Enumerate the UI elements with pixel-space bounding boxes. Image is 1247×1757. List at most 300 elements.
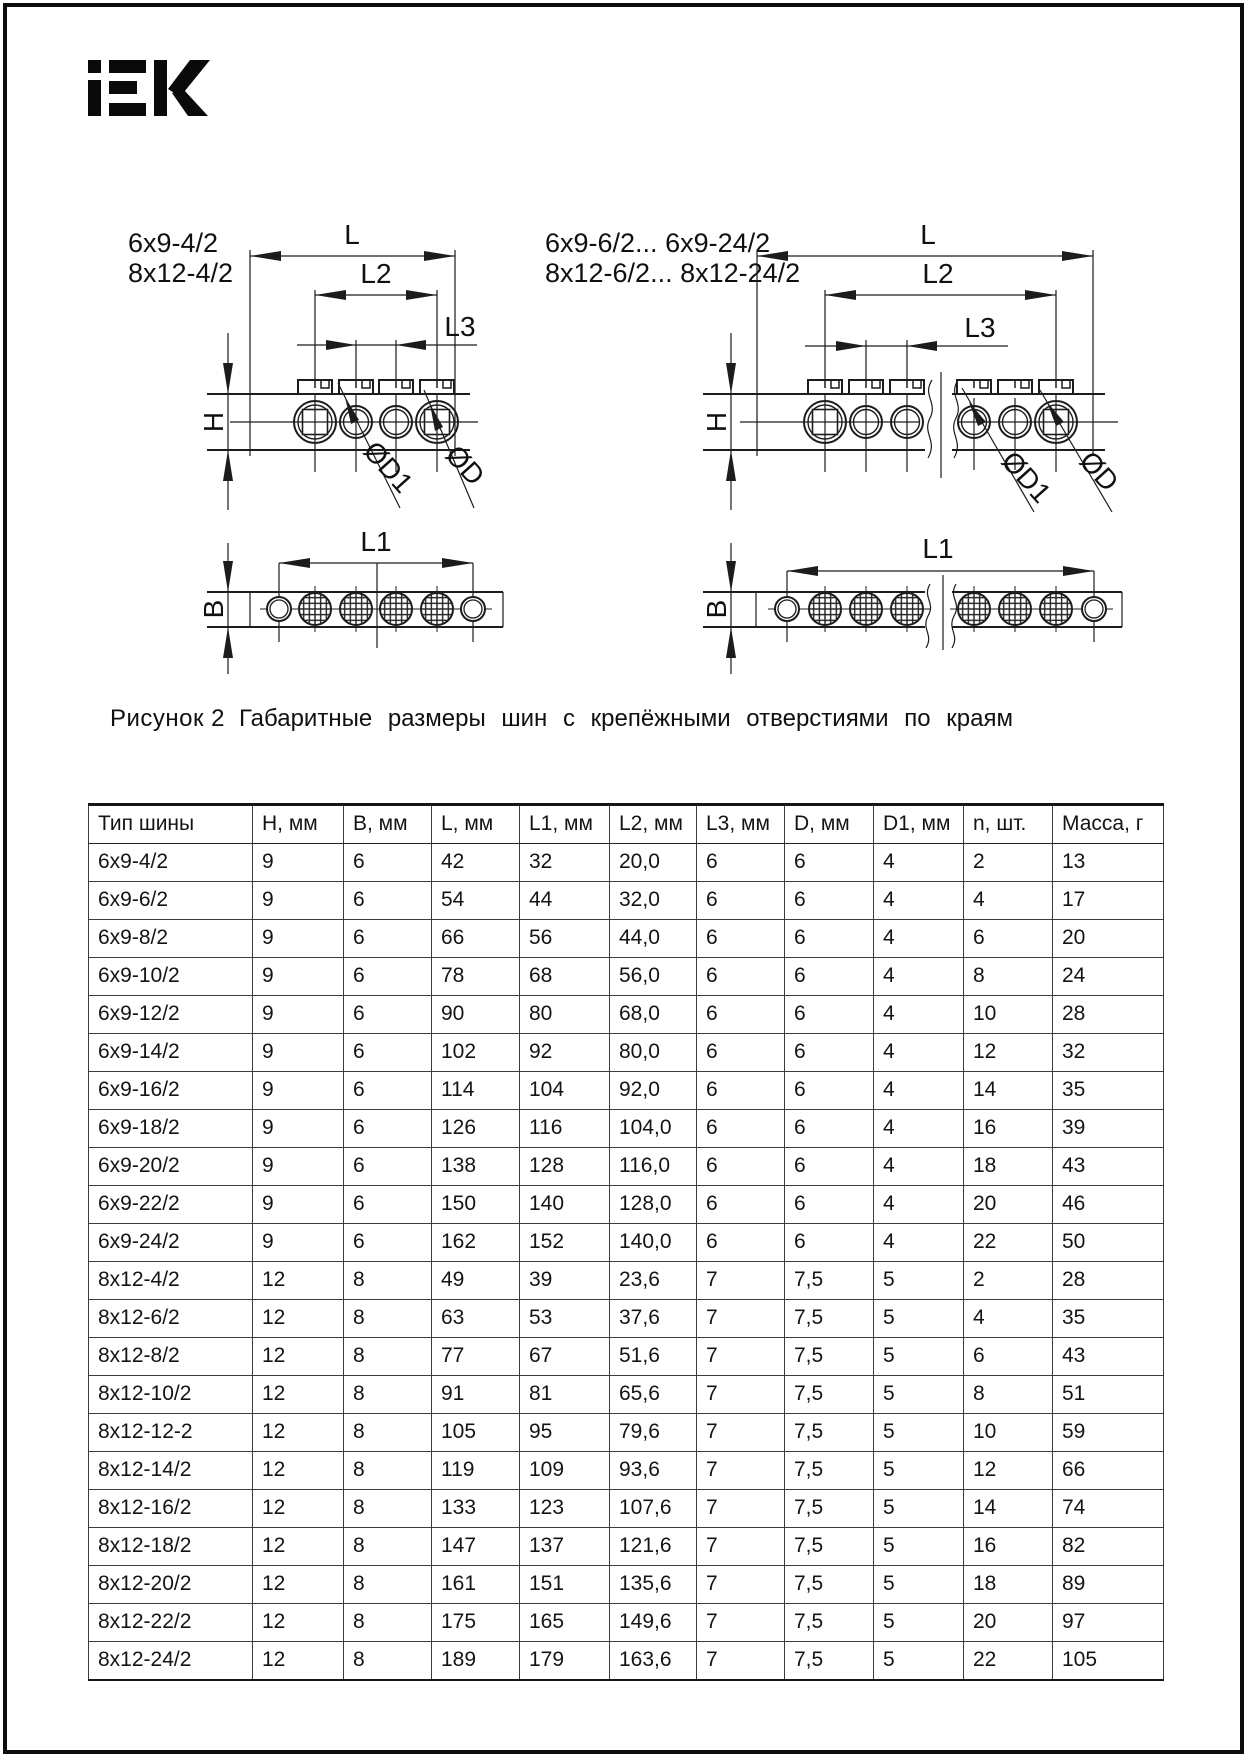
svg-text:L3: L3 — [964, 312, 996, 343]
table-cell: 4 — [874, 1186, 964, 1224]
table-cell: 2 — [964, 844, 1053, 882]
table-cell: 104,0 — [610, 1110, 697, 1148]
svg-text:L3: L3 — [444, 311, 476, 342]
svg-text:ØD1: ØD1 — [995, 445, 1058, 509]
table-cell: 7 — [697, 1566, 785, 1604]
table-cell: 8x12-12-2 — [89, 1414, 253, 1452]
table-cell: 175 — [432, 1604, 520, 1642]
table-cell: 66 — [432, 920, 520, 958]
table-cell: 7 — [697, 1300, 785, 1338]
col-header-n: n, шт. — [964, 805, 1053, 844]
table-cell: 9 — [253, 1224, 344, 1262]
drawing-right — [545, 219, 1125, 674]
table-cell: 8x12-8/2 — [89, 1338, 253, 1376]
dim-L2 — [825, 258, 1056, 300]
table-cell: 6 — [697, 1110, 785, 1148]
table-cell: 68 — [520, 958, 610, 996]
drawing-left — [128, 219, 503, 674]
variant-label: 6x9-4/2 — [128, 228, 219, 258]
table-cell: 6 — [785, 882, 874, 920]
table-cell: 32,0 — [610, 882, 697, 920]
table-cell: 51 — [1053, 1376, 1164, 1414]
table-header-row — [89, 805, 1164, 844]
table-cell: 8x12-18/2 — [89, 1528, 253, 1566]
table-cell: 8 — [344, 1262, 432, 1300]
table-row — [89, 1566, 1164, 1604]
table-cell: 8 — [344, 1528, 432, 1566]
table-cell: 92,0 — [610, 1072, 697, 1110]
col-header-mass: Масса, г — [1053, 805, 1164, 844]
table-cell: 123 — [520, 1490, 610, 1528]
table-cell: 35 — [1053, 1300, 1164, 1338]
table-cell: 7,5 — [785, 1338, 874, 1376]
table-cell: 12 — [253, 1566, 344, 1604]
table-cell: 93,6 — [610, 1452, 697, 1490]
table-cell: 43 — [1053, 1338, 1164, 1376]
table-cell: 9 — [253, 1034, 344, 1072]
table-cell: 77 — [432, 1338, 520, 1376]
table-row — [89, 920, 1164, 958]
col-header-l2: L2, мм — [610, 805, 697, 844]
table-cell: 2 — [964, 1262, 1053, 1300]
table-cell: 6 — [697, 1034, 785, 1072]
table-cell: 74 — [1053, 1490, 1164, 1528]
table-cell: 54 — [432, 882, 520, 920]
table-cell: 6 — [697, 1072, 785, 1110]
table-cell: 7,5 — [785, 1528, 874, 1566]
col-header-l1: L1, мм — [520, 805, 610, 844]
table-cell: 13 — [1053, 844, 1164, 882]
dim-H — [198, 333, 233, 510]
svg-text:ØD: ØD — [439, 439, 491, 492]
mounting-hole — [1075, 597, 1113, 621]
table-cell: 179 — [520, 1642, 610, 1681]
svg-text:B: B — [198, 599, 229, 619]
table-cell: 12 — [253, 1604, 344, 1642]
table-cell: 6 — [785, 996, 874, 1034]
table-cell: 12 — [253, 1528, 344, 1566]
table-cell: 7 — [697, 1376, 785, 1414]
table-cell: 5 — [874, 1300, 964, 1338]
dim-H — [701, 333, 736, 510]
table-row — [89, 1338, 1164, 1376]
table-cell: 12 — [964, 1034, 1053, 1072]
table-cell: 8 — [964, 1376, 1053, 1414]
mounting-hole — [768, 597, 806, 621]
table-cell: 82 — [1053, 1528, 1164, 1566]
table-cell: 6 — [697, 920, 785, 958]
table-cell: 8x12-22/2 — [89, 1604, 253, 1642]
table-row — [89, 996, 1164, 1034]
table-cell: 12 — [253, 1262, 344, 1300]
table-cell: 6x9-8/2 — [89, 920, 253, 958]
figure-drawings — [85, 195, 1145, 675]
table-cell: 4 — [874, 996, 964, 1034]
table-cell: 6 — [697, 1224, 785, 1262]
table-cell: 6 — [785, 1072, 874, 1110]
table-cell: 6 — [344, 882, 432, 920]
table-cell: 4 — [874, 1072, 964, 1110]
svg-text:L: L — [344, 219, 360, 250]
col-header-l: L, мм — [432, 805, 520, 844]
table-cell: 5 — [874, 1262, 964, 1300]
table-cell: 9 — [253, 958, 344, 996]
table-cell: 6 — [785, 920, 874, 958]
table-cell: 49 — [432, 1262, 520, 1300]
table-cell: 8x12-24/2 — [89, 1642, 253, 1681]
table-cell: 23,6 — [610, 1262, 697, 1300]
table-cell: 9 — [253, 920, 344, 958]
table-cell: 135,6 — [610, 1566, 697, 1604]
table-cell: 9 — [253, 1148, 344, 1186]
table-cell: 53 — [520, 1300, 610, 1338]
bottom-view — [703, 571, 1122, 650]
table-cell: 7,5 — [785, 1604, 874, 1642]
table-cell: 6 — [785, 1034, 874, 1072]
table-row — [89, 958, 1164, 996]
dim-L2 — [315, 258, 437, 300]
table-cell: 4 — [874, 1034, 964, 1072]
table-cell: 80,0 — [610, 1034, 697, 1072]
table-cell: 4 — [964, 1300, 1053, 1338]
table-cell: 6 — [344, 920, 432, 958]
table-cell: 8x12-16/2 — [89, 1490, 253, 1528]
table-cell: 6 — [785, 1148, 874, 1186]
table-cell: 6x9-18/2 — [89, 1110, 253, 1148]
table-cell: 67 — [520, 1338, 610, 1376]
table-cell: 140,0 — [610, 1224, 697, 1262]
table-cell: 7 — [697, 1642, 785, 1681]
table-cell: 39 — [1053, 1110, 1164, 1148]
table-cell: 165 — [520, 1604, 610, 1642]
table-cell: 4 — [874, 1110, 964, 1148]
table-row — [89, 844, 1164, 882]
leader-D1 — [338, 383, 419, 508]
svg-text:ØD: ØD — [1073, 445, 1125, 498]
bottom-view — [207, 563, 503, 648]
screw-head — [998, 380, 1032, 394]
table-cell: 138 — [432, 1148, 520, 1186]
table-cell: 9 — [253, 1072, 344, 1110]
table-cell: 151 — [520, 1566, 610, 1604]
dimensions-table — [88, 803, 1164, 1681]
table-cell: 6 — [344, 1110, 432, 1148]
table-cell: 44,0 — [610, 920, 697, 958]
table-cell: 137 — [520, 1528, 610, 1566]
svg-text:H: H — [198, 411, 229, 433]
table-cell: 128 — [520, 1148, 610, 1186]
table-cell: 28 — [1053, 1262, 1164, 1300]
table-cell: 9 — [253, 1186, 344, 1224]
table-cell: 4 — [874, 844, 964, 882]
table-cell: 189 — [432, 1642, 520, 1681]
table-cell: 89 — [1053, 1566, 1164, 1604]
svg-text:L2: L2 — [922, 258, 954, 289]
table-cell: 8 — [964, 958, 1053, 996]
table-cell: 6x9-6/2 — [89, 882, 253, 920]
col-header-d: D, мм — [785, 805, 874, 844]
screw-head — [298, 380, 332, 394]
table-cell: 7 — [697, 1604, 785, 1642]
table-cell: 114 — [432, 1072, 520, 1110]
table-cell: 6 — [697, 1148, 785, 1186]
table-cell: 24 — [1053, 958, 1164, 996]
table-cell: 140 — [520, 1186, 610, 1224]
table-cell: 6 — [344, 844, 432, 882]
table-cell: 104 — [520, 1072, 610, 1110]
table-cell: 12 — [253, 1414, 344, 1452]
table-cell: 90 — [432, 996, 520, 1034]
table-cell: 6x9-20/2 — [89, 1148, 253, 1186]
table-cell: 4 — [874, 1148, 964, 1186]
break-line — [926, 584, 931, 648]
table-cell: 8 — [344, 1566, 432, 1604]
table-cell: 28 — [1053, 996, 1164, 1034]
table-cell: 6 — [697, 958, 785, 996]
table-cell: 5 — [874, 1604, 964, 1642]
table-cell: 7 — [697, 1528, 785, 1566]
table-cell: 6 — [785, 1186, 874, 1224]
svg-text:L1: L1 — [922, 533, 954, 564]
table-cell: 81 — [520, 1376, 610, 1414]
table-cell: 79,6 — [610, 1414, 697, 1452]
table-cell: 6 — [344, 1224, 432, 1262]
screw-head — [339, 380, 373, 394]
table-cell: 4 — [874, 882, 964, 920]
table-cell: 12 — [253, 1452, 344, 1490]
table-cell: 8 — [344, 1300, 432, 1338]
variant-label: 6x9-6/2... 6x9-24/2 — [545, 228, 771, 258]
table-cell: 6 — [964, 920, 1053, 958]
table-cell: 8x12-4/2 — [89, 1262, 253, 1300]
screw-head — [890, 380, 924, 394]
table-cell: 6 — [785, 844, 874, 882]
table-cell: 12 — [253, 1338, 344, 1376]
figure-number: Рисунок 2 — [110, 705, 226, 732]
table-cell: 7 — [697, 1414, 785, 1452]
table-cell: 4 — [874, 1224, 964, 1262]
break-line — [952, 584, 957, 648]
table-cell: 161 — [432, 1566, 520, 1604]
table-cell: 119 — [432, 1452, 520, 1490]
table-row — [89, 1300, 1164, 1338]
svg-text:L1: L1 — [360, 526, 392, 557]
table-cell: 133 — [432, 1490, 520, 1528]
table-cell: 6 — [344, 958, 432, 996]
table-cell: 5 — [874, 1528, 964, 1566]
table-cell: 50 — [1053, 1224, 1164, 1262]
table-cell: 12 — [253, 1300, 344, 1338]
dim-L — [250, 219, 455, 261]
iek-logo — [88, 60, 210, 116]
col-header-l3: L3, мм — [697, 805, 785, 844]
table-cell: 8 — [344, 1414, 432, 1452]
table-cell: 163,6 — [610, 1642, 697, 1681]
table-cell: 22 — [964, 1642, 1053, 1681]
table-cell: 46 — [1053, 1186, 1164, 1224]
table-cell: 56,0 — [610, 958, 697, 996]
table-cell: 8 — [344, 1490, 432, 1528]
table-cell: 92 — [520, 1034, 610, 1072]
table-cell: 6x9-4/2 — [89, 844, 253, 882]
table-row — [89, 1452, 1164, 1490]
table-row — [89, 1186, 1164, 1224]
variant-label: 8x12-4/2 — [128, 258, 234, 288]
table-cell: 107,6 — [610, 1490, 697, 1528]
table-cell: 5 — [874, 1376, 964, 1414]
table-cell: 121,6 — [610, 1528, 697, 1566]
table-cell: 6 — [964, 1338, 1053, 1376]
table-row — [89, 1376, 1164, 1414]
table-cell: 39 — [520, 1262, 610, 1300]
table-cell: 126 — [432, 1110, 520, 1148]
table-cell: 10 — [964, 996, 1053, 1034]
table-row — [89, 1490, 1164, 1528]
table-cell: 4 — [874, 958, 964, 996]
table-cell: 116 — [520, 1110, 610, 1148]
table-cell: 12 — [253, 1490, 344, 1528]
mounting-hole — [454, 597, 492, 621]
table-cell: 6 — [697, 844, 785, 882]
table-cell: 6 — [785, 1224, 874, 1262]
table-cell: 8 — [344, 1604, 432, 1642]
table-cell: 6 — [697, 996, 785, 1034]
table-cell: 5 — [874, 1452, 964, 1490]
table-cell: 7,5 — [785, 1452, 874, 1490]
table-cell: 18 — [964, 1148, 1053, 1186]
table-cell: 42 — [432, 844, 520, 882]
table-cell: 7,5 — [785, 1262, 874, 1300]
table-cell: 56 — [520, 920, 610, 958]
table-cell: 6 — [344, 996, 432, 1034]
svg-text:L2: L2 — [360, 258, 392, 289]
table-cell: 8 — [344, 1376, 432, 1414]
table-cell: 32 — [1053, 1034, 1164, 1072]
table-cell: 91 — [432, 1376, 520, 1414]
table-cell: 63 — [432, 1300, 520, 1338]
screw-head — [957, 380, 991, 394]
dim-L3 — [297, 311, 477, 350]
table-cell: 7,5 — [785, 1490, 874, 1528]
table-cell: 12 — [964, 1452, 1053, 1490]
table-cell: 7,5 — [785, 1300, 874, 1338]
svg-text:B: B — [701, 599, 732, 619]
table-cell: 109 — [520, 1452, 610, 1490]
table-cell: 5 — [874, 1338, 964, 1376]
variant-label: 8x12-6/2... 8x12-24/2 — [545, 258, 801, 288]
table-row — [89, 1262, 1164, 1300]
table-cell: 6 — [697, 1186, 785, 1224]
table-cell: 152 — [520, 1224, 610, 1262]
table-row — [89, 882, 1164, 920]
table-cell: 20 — [1053, 920, 1164, 958]
table-cell: 37,6 — [610, 1300, 697, 1338]
table-cell: 147 — [432, 1528, 520, 1566]
table-cell: 7,5 — [785, 1566, 874, 1604]
table-cell: 6 — [344, 1072, 432, 1110]
table-cell: 8 — [344, 1452, 432, 1490]
table-cell: 9 — [253, 882, 344, 920]
table-cell: 6x9-10/2 — [89, 958, 253, 996]
table-cell: 59 — [1053, 1414, 1164, 1452]
table-cell: 5 — [874, 1566, 964, 1604]
svg-text:H: H — [701, 411, 732, 433]
dim-L1 — [279, 526, 473, 568]
table-cell: 7,5 — [785, 1414, 874, 1452]
table-row — [89, 1414, 1164, 1452]
table-cell: 6x9-14/2 — [89, 1034, 253, 1072]
table-cell: 44 — [520, 882, 610, 920]
table-cell: 4 — [964, 882, 1053, 920]
screw-head — [1039, 380, 1073, 394]
table-cell: 6 — [344, 1034, 432, 1072]
table-cell: 68,0 — [610, 996, 697, 1034]
table-cell: 6 — [785, 958, 874, 996]
table-cell: 5 — [874, 1642, 964, 1681]
table-cell: 7 — [697, 1490, 785, 1528]
table-cell: 4 — [874, 920, 964, 958]
table-cell: 35 — [1053, 1072, 1164, 1110]
figure-caption — [110, 705, 1110, 733]
col-header-h: H, мм — [253, 805, 344, 844]
iek-logo-glyphs — [88, 60, 210, 116]
table-cell: 7,5 — [785, 1376, 874, 1414]
table-cell: 8x12-14/2 — [89, 1452, 253, 1490]
table-cell: 95 — [520, 1414, 610, 1452]
table-cell: 66 — [1053, 1452, 1164, 1490]
table-cell: 8 — [344, 1338, 432, 1376]
table-cell: 12 — [253, 1376, 344, 1414]
table-cell: 149,6 — [610, 1604, 697, 1642]
table-cell: 150 — [432, 1186, 520, 1224]
col-header-type: Тип шины — [89, 805, 253, 844]
table-cell: 128,0 — [610, 1186, 697, 1224]
table-cell: 14 — [964, 1490, 1053, 1528]
dim-B — [701, 543, 736, 674]
table-cell: 16 — [964, 1528, 1053, 1566]
table-cell: 6 — [785, 1110, 874, 1148]
table-row — [89, 1148, 1164, 1186]
dim-L — [757, 219, 1093, 261]
table-cell: 7 — [697, 1262, 785, 1300]
table-row — [89, 1604, 1164, 1642]
table-row — [89, 1642, 1164, 1681]
table-cell: 20 — [964, 1604, 1053, 1642]
table-row — [89, 1224, 1164, 1262]
table-row — [89, 1110, 1164, 1148]
table-cell: 7 — [697, 1338, 785, 1376]
table-cell: 51,6 — [610, 1338, 697, 1376]
table-cell: 43 — [1053, 1148, 1164, 1186]
screw-head — [379, 380, 413, 394]
table-cell: 8 — [344, 1642, 432, 1681]
table-cell: 17 — [1053, 882, 1164, 920]
table-cell: 9 — [253, 1110, 344, 1148]
front-view — [207, 250, 478, 472]
table-cell: 10 — [964, 1414, 1053, 1452]
dim-L1 — [787, 533, 1094, 576]
table-cell: 105 — [432, 1414, 520, 1452]
table-cell: 18 — [964, 1566, 1053, 1604]
table-cell: 80 — [520, 996, 610, 1034]
table-cell: 5 — [874, 1490, 964, 1528]
table-cell: 6 — [697, 882, 785, 920]
screw-head — [849, 380, 883, 394]
table-cell: 9 — [253, 996, 344, 1034]
table-cell: 9 — [253, 844, 344, 882]
table-cell: 7 — [697, 1452, 785, 1490]
table-row — [89, 1034, 1164, 1072]
